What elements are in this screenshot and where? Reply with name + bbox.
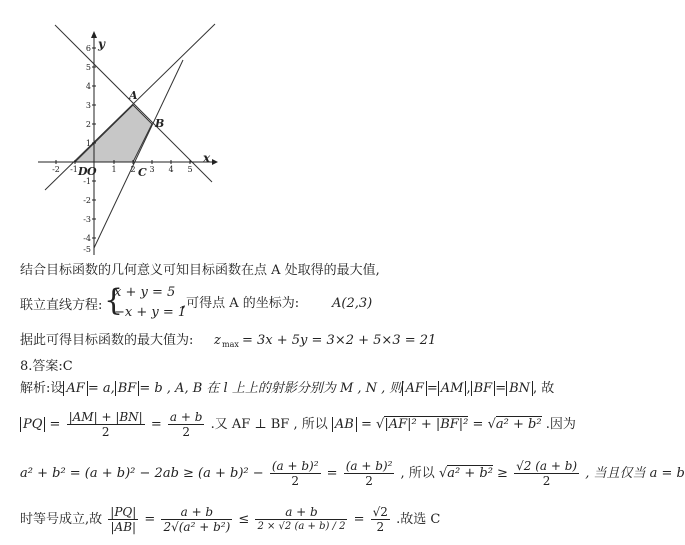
l5-i: , <box>466 381 471 396</box>
coordinate-graph <box>30 20 230 260</box>
z-max-expression: = 3x + 5y = 3×2 + 5×3 = 21 <box>242 333 437 348</box>
x-tick-label: 5 <box>187 165 193 174</box>
l8-eq: = <box>144 512 156 527</box>
l7-frac-1: $\frac{\text{(a + b)²}}{2}$ <box>271 459 319 488</box>
y-tick-label: -3 <box>83 215 91 224</box>
l8-frac-4: $\frac{√2}{2}$ <box>372 505 388 534</box>
text-line-5 <box>20 381 554 397</box>
l6-mid: .又 AF ⊥ BF , 所以 <box>210 417 328 432</box>
point-label-C: C <box>138 166 147 179</box>
sqrt-sign: √ <box>376 417 385 432</box>
l6-eq-b: = <box>150 417 162 432</box>
y-tick-label: 6 <box>85 44 91 53</box>
x-tick-label: -1 <box>70 165 78 174</box>
answer-label: 8.答案:C <box>20 359 73 374</box>
l5-g: = <box>426 381 438 396</box>
l6-eq2: = <box>360 417 372 432</box>
feasible-region <box>75 105 152 162</box>
l6-eq: = <box>49 417 61 432</box>
point-label-D: D <box>78 165 88 178</box>
z-max-subscript: max <box>222 340 239 349</box>
equation-2: −x + y = 1 <box>114 305 187 320</box>
l5-m: , 故 <box>533 381 555 396</box>
l5-bf: BF <box>115 381 140 396</box>
x-tick-label: 2 <box>130 165 136 174</box>
l5-e: = b , A, B 在 l 上上的射影分别为 M , N , 则 <box>139 381 403 396</box>
sqrt-sign: √ <box>438 466 448 481</box>
x-tick-label: 1 <box>111 165 117 174</box>
point-A-coords: A(2,3) <box>332 296 373 311</box>
point-label-A: A <box>129 89 138 102</box>
x-tick-label: -2 <box>52 165 60 174</box>
y-tick-label: 2 <box>85 120 91 129</box>
x-tick-label: 3 <box>149 165 155 174</box>
l5-bn: BN <box>506 381 533 396</box>
y-tick-label: -2 <box>83 196 91 205</box>
l6-frac-2: $\frac{a + b}{2}$ <box>169 410 203 439</box>
l7-sqrt: a² + b² <box>447 466 493 481</box>
l7-a: a² + b² = (a + b)² − 2ab ≥ (a + b)² − <box>20 466 264 481</box>
y-tick-label: 1 <box>85 139 91 148</box>
l8-eq-b: = <box>353 512 365 527</box>
text-line-2-prefix: 联立直线方程: <box>20 298 103 313</box>
l7-eq: = <box>326 466 338 481</box>
l8-a: 时等号成立,故 <box>20 512 103 527</box>
l5-bf2: BF <box>471 381 496 396</box>
l5-af2: AF <box>402 381 426 396</box>
text-line-6 <box>20 410 576 439</box>
l5-a: 解析:设 <box>20 381 64 396</box>
l7-mid: , 所以 <box>400 466 435 481</box>
l6-ab: AB <box>332 417 357 432</box>
axis-label-y: y <box>98 37 105 51</box>
l6-pq: PQ <box>20 417 45 432</box>
l7-frac-2: $\frac{\text{(a + b)²}}{2}$ <box>345 459 393 488</box>
l5-am: AM <box>438 381 467 396</box>
l5-c: = a, <box>87 381 115 396</box>
l7-geq: ≥ <box>497 466 508 481</box>
l7-frac-3: $\frac{√2 (a + b)}{2}$ <box>516 459 578 488</box>
l5-k: = <box>495 381 507 396</box>
l6-sqrt-1: |AF|² + |BF|² <box>384 417 469 432</box>
point-label-B: B <box>155 117 165 130</box>
y-tick-label: 5 <box>85 63 91 72</box>
l6-frac-1: $\frac{|AM| + |BN|}{2}$ <box>68 410 143 439</box>
x-tick-label: 4 <box>168 165 174 174</box>
l8-frac-1: $\frac{|PQ|}{|AB|}$ <box>110 505 137 534</box>
axis-label-x: x <box>203 151 211 165</box>
l8-frac-2: $\frac{a + b}{\text{2√(a² + b²)}}$ <box>163 505 231 534</box>
l8-leq: ≤ <box>238 512 250 527</box>
y-tick-label: 3 <box>85 101 91 110</box>
y-tick-label: -4 <box>83 234 91 243</box>
l6-end: .因为 <box>545 417 576 432</box>
y-tick-label: 4 <box>85 82 91 91</box>
sqrt-sign: √ <box>487 417 496 432</box>
y-tick-label: -5 <box>83 245 91 254</box>
text-line-1: 结合目标函数的几何意义可知目标函数在点 A 处取得的最大值, <box>20 263 380 278</box>
l6-sqrt-2: a² + b² <box>495 417 542 432</box>
l8-end: .故选 C <box>396 512 441 527</box>
x-axis-arrow <box>212 159 218 165</box>
z-symbol: z <box>214 333 221 348</box>
l7-end: , 当且仅当 a = b <box>585 466 685 481</box>
brace: { <box>104 283 124 318</box>
text-line-7 <box>20 459 685 488</box>
equation-1: x + y = 5 <box>114 285 176 300</box>
text-line-2-mid: ,可得点 A 的坐标为: <box>182 296 300 311</box>
l5-af: AF <box>63 381 87 396</box>
y-axis-arrow <box>91 31 97 38</box>
y-tick-label: -1 <box>83 177 91 186</box>
text-line-3-prefix: 据此可得目标函数的最大值为: <box>20 333 194 348</box>
l6-eq2-b: = <box>472 417 484 432</box>
point-label-O: O <box>87 165 97 178</box>
l8-frac-3: $\frac{a + b}{2 \times √2 (a + b) / 2}$ <box>257 505 346 532</box>
text-line-8 <box>20 505 440 534</box>
